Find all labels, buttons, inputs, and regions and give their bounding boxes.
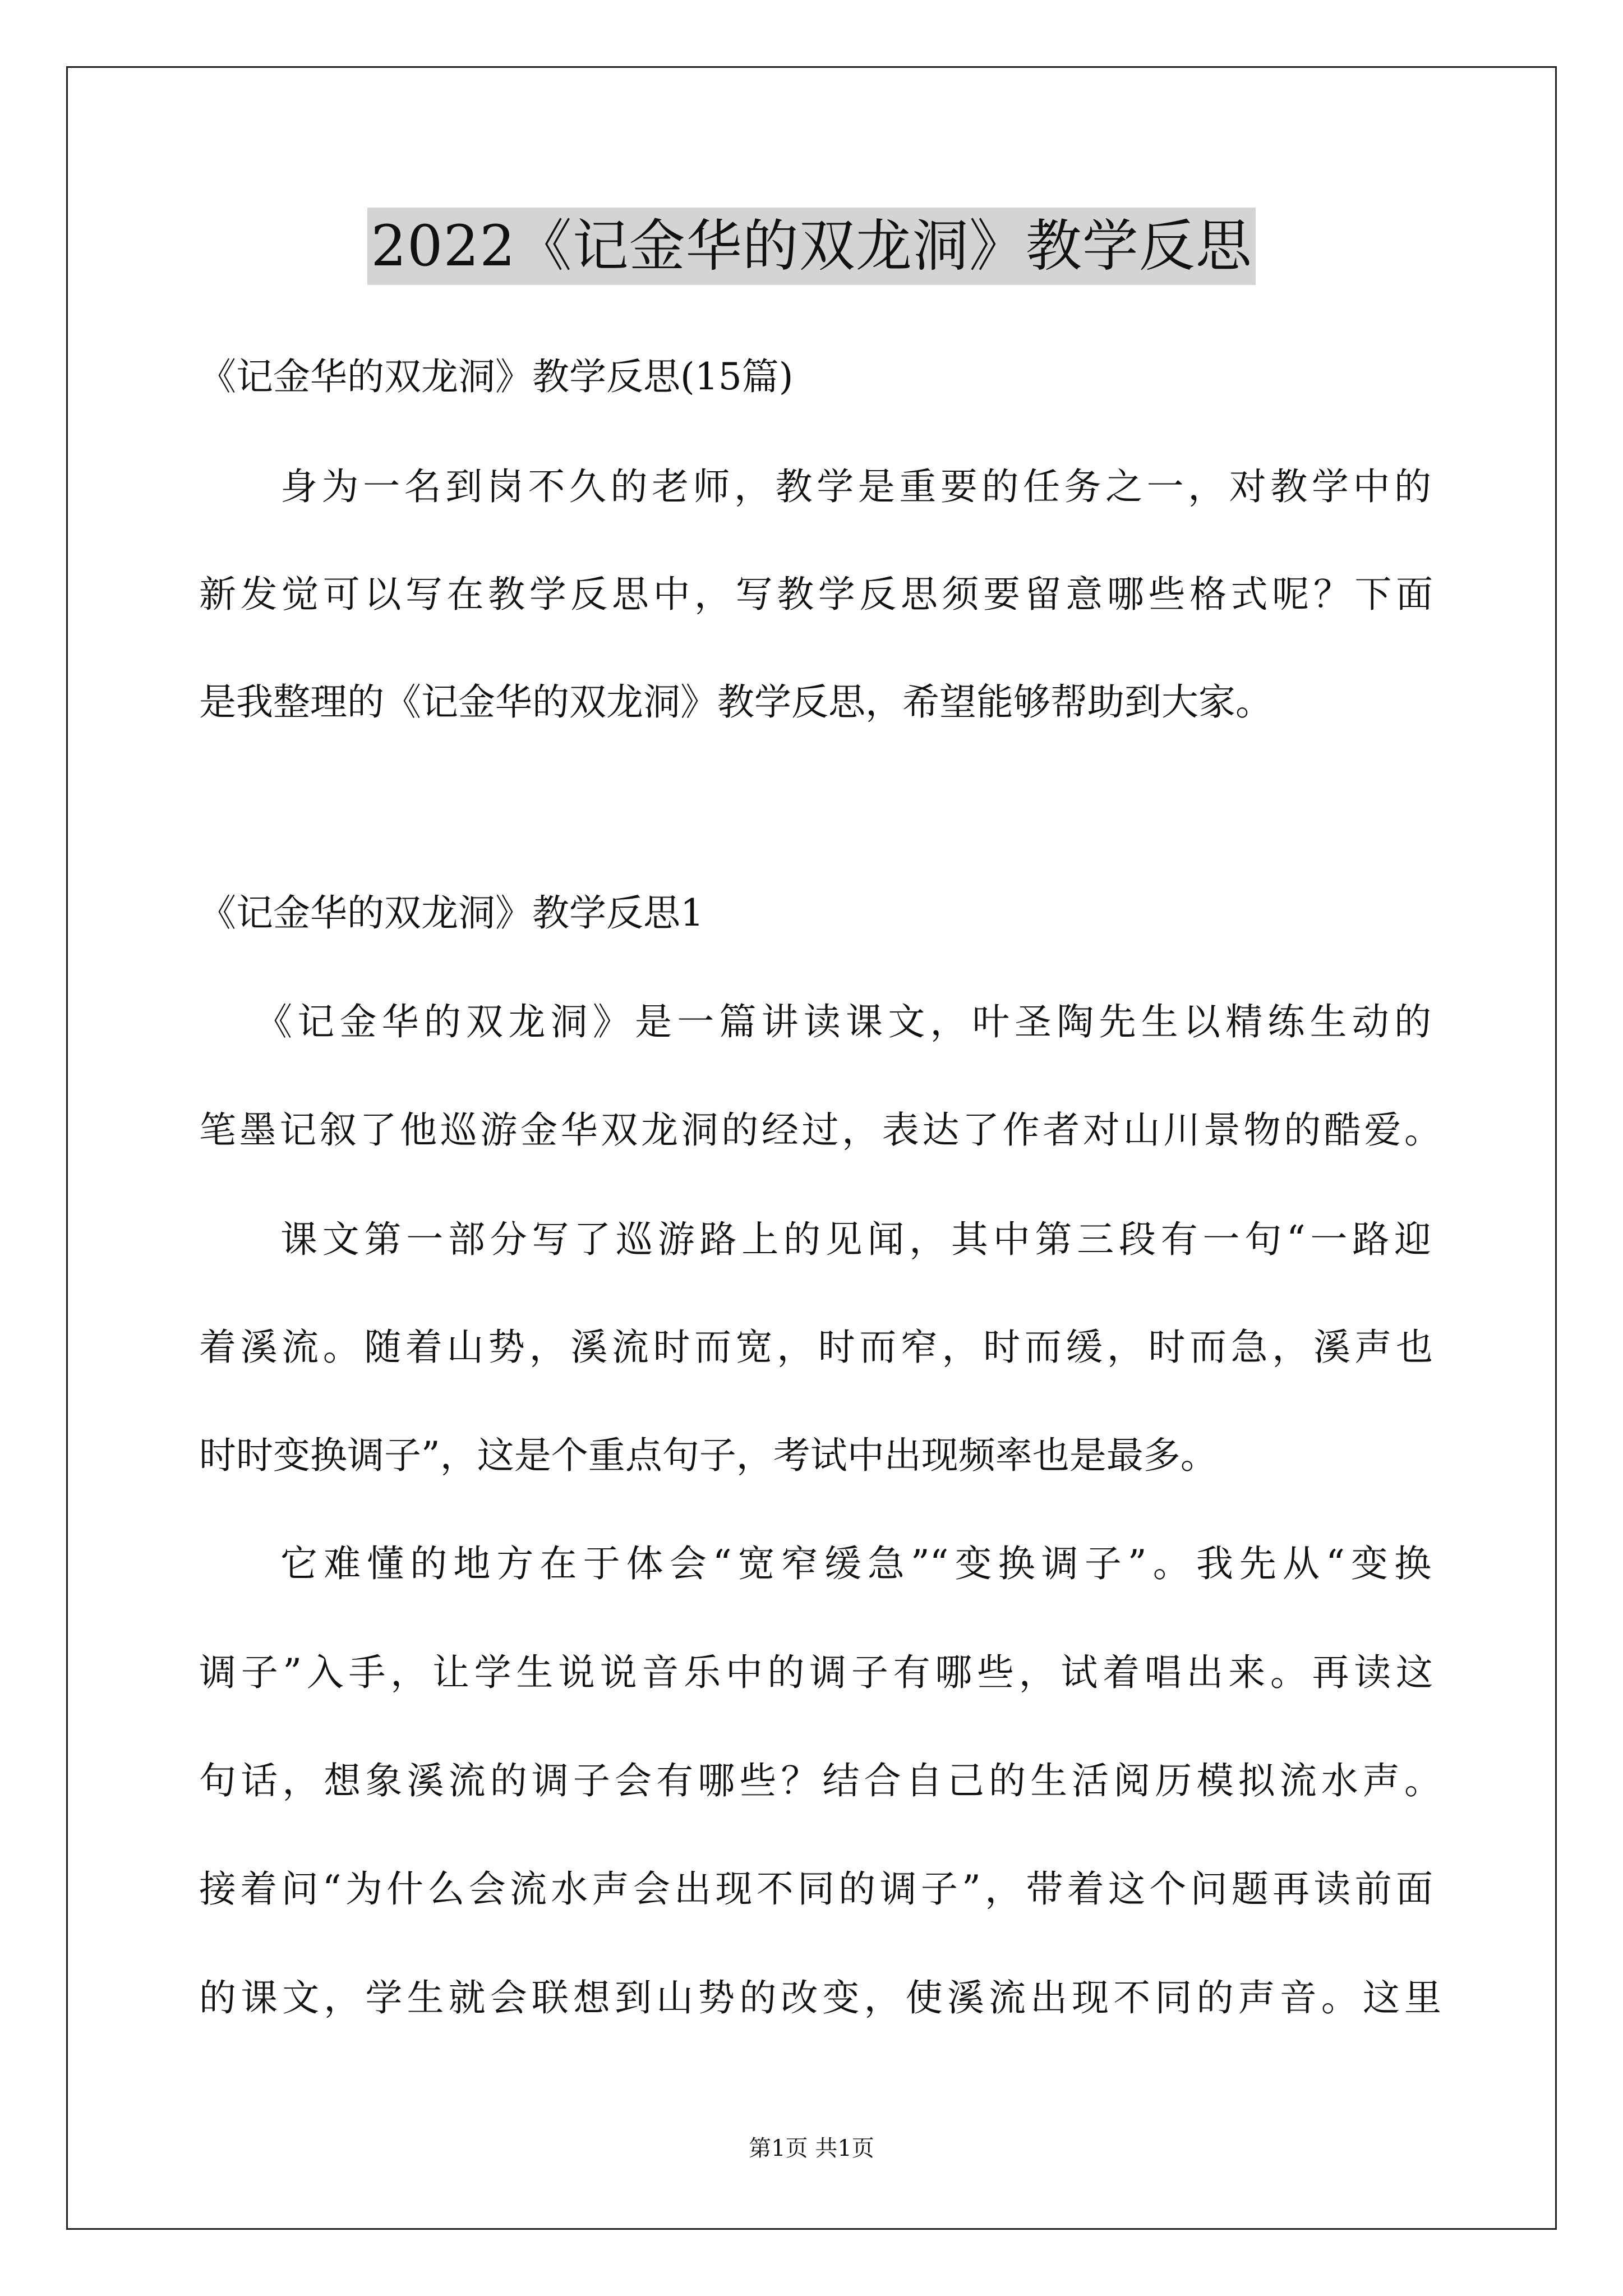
page-footer: 第1页 共1页 [749,2136,874,2161]
document-subtitle: 《记金华的双龙洞》教学反思(15篇) [199,355,794,398]
paragraph3-line-4: 接着问“为什么会流水声会出现不同的调子”，带着这个问题再读前面 [199,1867,1433,1911]
paragraph2-line-1: 课文第一部分写了巡游路上的见闻，其中第三段有一句“一路迎 [280,1218,1431,1261]
intro-line-1: 身为一名到岗不久的老师，教学是重要的任务之一，对教学中的 [280,465,1431,508]
section-heading: 《记金华的双龙洞》教学反思1 [199,891,704,935]
paragraph3-line-3: 句话，想象溪流的调子会有哪些？结合自己的生活阅历模拟流水声。 [199,1759,1441,1802]
paragraph1-line-1: 《记金华的双龙洞》是一篇讲读课文，叶圣陶先生以精练生动的 [255,1000,1431,1043]
paragraph3-line-5: 的课文，学生就会联想到山势的改变，使溪流出现不同的声音。这里 [199,1976,1441,2019]
intro-line-3: 是我整理的《记金华的双龙洞》教学反思，希望能够帮助到大家。 [199,680,1272,724]
intro-line-2: 新发觉可以写在教学反思中，写教学反思须要留意哪些格式呢？下面 [199,573,1433,616]
document-title: 2022《记金华的双龙洞》教学反思 [367,208,1256,285]
paragraph1-line-2: 笔墨记叙了他巡游金华双龙洞的经过，表达了作者对山川景物的酷爱。 [199,1108,1441,1152]
paragraph3-line-1: 它难懂的地方在于体会“宽窄缓急”“变换调子”。我先从“变换 [280,1542,1431,1585]
title-container [0,208,1623,285]
paragraph2-line-2: 着溪流。随着山势，溪流时而宽，时而窄，时而缓，时而急，溪声也 [199,1326,1433,1369]
paragraph3-line-2: 调子”入手，让学生说说音乐中的调子有哪些，试着唱出来。再读这 [199,1651,1433,1694]
paragraph2-line-3: 时时变换调子”，这是个重点句子，考试中出现频率也是最多。 [199,1434,1218,1477]
